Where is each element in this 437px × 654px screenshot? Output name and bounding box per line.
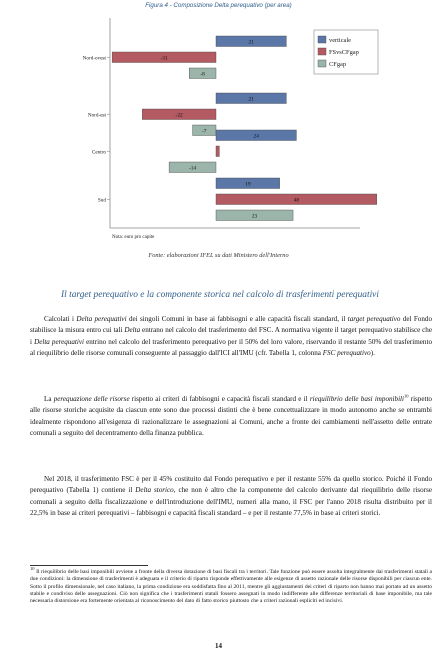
data-label-fsvscfgap-nord-ovest: -31 xyxy=(160,55,168,62)
data-label-cfgap-sud: 23 xyxy=(251,213,258,220)
data-label-verticale-centro: 24 xyxy=(253,133,259,140)
data-label-fsvscfgap-sud: 48 xyxy=(293,197,300,204)
category-label-nord-est: Nord-est xyxy=(87,112,106,119)
chart-note: Nota: euro pro capite xyxy=(112,235,155,240)
data-label-cfgap-centro: -14 xyxy=(188,165,197,172)
legend-swatch-fsvscfgap xyxy=(318,48,326,55)
legend-entry-cfgap: CFgap xyxy=(329,61,347,68)
section-title: Il target perequativo e la componente storica nel calcolo di trasferimenti perequativi xyxy=(61,290,379,300)
paragraph-1: Calcolati i Delta perequativi dei singoli Comuni in base ai fabbisogni e alle capacità fiscali standard, il target perequativo del Fondo stabilisce la misura entro cui tali Delta entrano nel calcolo del trasferimento del FSC. A normativa vigente il target perequativo stabilisce che i Delta perequativi entrino nel calcolo del trasferimento perequativo per il 50% del loro valore, riservando il restante 50% del trasferimento al riequilibrio delle risorse comunali conseguente al passaggio dall'ICI all'IMU (cfr. Tabella 1, colonna FSC perequativo). xyxy=(30,315,432,358)
data-label-cfgap-nord-ovest: -8 xyxy=(200,71,205,78)
footnote-rule xyxy=(30,565,148,566)
category-label-centro: Centro xyxy=(91,149,106,156)
data-label-cfgap-nord-est: -7 xyxy=(202,128,207,135)
data-label-verticale-sud: 19 xyxy=(245,181,251,188)
data-label-verticale-nord-est: 21 xyxy=(248,96,254,103)
paragraph-2: La perequazione delle risorse rispetto ai criteri di fabbisogni e capacità fiscali standard e il riequilibrio delle basi imponibili$^{10}$ rispetto alle risorse storiche acquisite da ciascun ente sono due processi distinti che è bene concettualizzare in modo autonomo anche se entrambi idealmente rispondono all'esigenza di razionalizzare le assegnazioni ai Comuni, anche a fronte dei cambiamenti nell'assetto delle entrate comunali a seguito del decentramento della finanza pubblica. xyxy=(30,393,432,438)
delta-perequativo-chart xyxy=(0,10,437,250)
footnote-ref[interactable]: 10 xyxy=(403,393,409,399)
paragraph-3: Nel 2018, il trasferimento FSC è per il 45% costituito dal Fondo perequativo e per il restante 55% da quello storico. Poiché il Fondo perequativo (Tabella 1) contiene il Delta storico, che non è altro che la componente del calcolo derivante dal riequilibrio delle risorse comunali a seguito della fiscalizzazione e dell'introduzione dell'IMU, numeri alla mano, il FSC per l'anno 2018 risulta distribuito per il 22,5% in base ai criteri perequativi – fabbisogni e capacità fiscali standard – e per il restante 77,5% in base ai criteri storici. xyxy=(30,475,432,518)
page-number: 14 xyxy=(215,642,222,650)
category-label-nord-ovest: Nord-ovest xyxy=(82,55,106,62)
legend-entry-fsvscfgap: FSvsCFgap xyxy=(329,49,359,56)
figure-title: Figura 4 - Composizione Delta perequativo (per area) xyxy=(145,2,292,9)
legend-swatch-cfgap xyxy=(318,60,326,67)
legend-swatch-verticale xyxy=(318,36,326,43)
data-label-fsvscfgap-nord-est: -22 xyxy=(175,112,183,119)
legend-entry-verticale: verticale xyxy=(329,37,351,44)
bar-fsvscfgap-centro xyxy=(216,146,219,157)
footnote: $^{10}$ Il riequilibrio delle basi imponibili avviene a fronte della diversa dotazione di basi fiscali tra i territori. Tale funzione può essere assolta integralmente dai trasferimenti statali a due condizioni: la dimensione di trasferimenti è adeguata e il criterio di riparto risponde effettivamente alle esigenze di assetto razionale delle risorse disponibili per ciascun ente. Sotto il profilo dimensionale, nel caso italiano, la prima condizione era soddisfatta fino al 2011, mentre gli aggiustamenti dei criteri di riparto non hanno mai portato ad un assetto stabile e condiviso delle assegnazioni. Ciò non significa che i trasferimenti statali fossero assegnati in modo indifferente alle differenze territoriali di base imponibile, ma tale necessaria distorsione era fortemente orientata al riconoscimento del dato di fatto storico piuttosto che a criteri razionali espliciti ed incisivi. xyxy=(30,566,432,604)
data-label-verticale-nord-ovest: 21 xyxy=(248,39,254,46)
category-label-sud: Sud xyxy=(97,197,106,204)
figure-source: Fonte: elaborazioni IFEL su dati Ministero dell'Interno xyxy=(148,252,289,259)
